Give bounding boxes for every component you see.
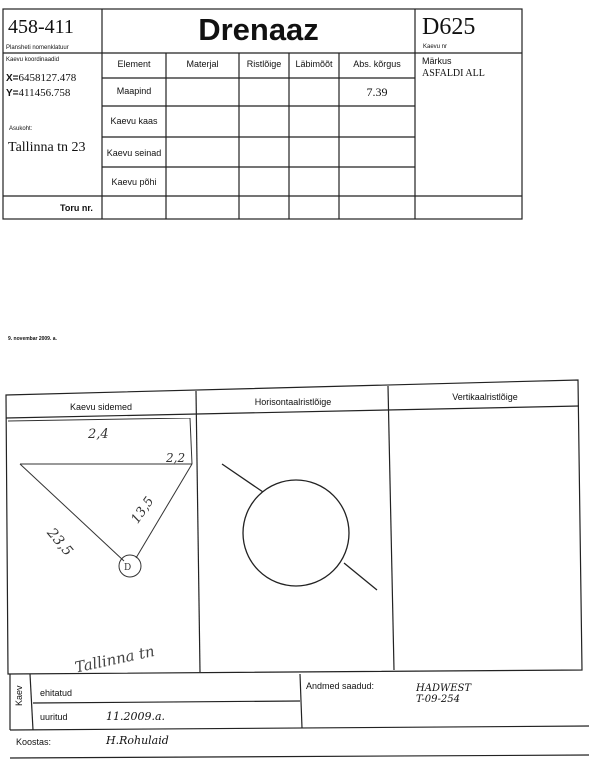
row-element-kaevu-kaas: Kaevu kaas xyxy=(110,116,158,126)
x-coordinate xyxy=(6,72,76,84)
header-ristloige: Ristlõige xyxy=(246,59,282,69)
date-stamp: 9. novembar 2009. a. xyxy=(8,336,57,342)
surveyed-label: uuritud xyxy=(40,712,68,722)
header-element: Element xyxy=(117,59,151,69)
x-value: 6458127.478 xyxy=(18,72,77,84)
well-number-label: Kaevu nr xyxy=(423,44,448,50)
sketch-label-top: 2,4 xyxy=(88,427,109,442)
data-source-1: HADWEST xyxy=(416,683,472,694)
data-source-2: T-09-254 xyxy=(416,694,460,705)
location-value: Tallinna tn 23 xyxy=(8,140,86,155)
y-value: 411456.758 xyxy=(18,87,71,99)
y-label: Y= xyxy=(6,88,19,99)
remarks-label: Märkus xyxy=(422,56,452,66)
sheet-number: 458-411 xyxy=(8,16,74,38)
sketch-label-diagonal-right: 13,5 xyxy=(128,494,158,527)
compiled-label: Koostas: xyxy=(16,737,52,747)
coords-label: Kaevu koordinaadid xyxy=(6,57,60,63)
horizontal-section-drawing xyxy=(200,410,388,680)
header-materjal: Materjal xyxy=(186,59,219,69)
y-coordinate xyxy=(6,87,70,99)
connections-sketch xyxy=(6,418,196,678)
sketch-node-label: D xyxy=(124,563,132,573)
sheet-label: Plansheti nomenklatuur xyxy=(6,45,69,51)
row-element-kaevu-seinad: Kaevu seinad xyxy=(106,148,162,158)
data-received-label: Andmed saadud: xyxy=(306,681,375,691)
header-labimoot: Läbimõõt xyxy=(295,59,333,69)
section-header-horisontaal: Horisontaalristlõige xyxy=(254,397,332,407)
kaev-side-label: Kaev xyxy=(14,685,24,706)
section-header-kaevu-sidemed: Kaevu sidemed xyxy=(69,402,133,412)
pipe-label: Toru nr. xyxy=(60,203,93,213)
header-abs-korgus: Abs. kõrgus xyxy=(353,59,401,69)
built-label: ehitatud xyxy=(40,688,73,698)
sketch-label-diagonal-left: 23,5 xyxy=(43,525,76,560)
remarks-value: ASFALDI ALL xyxy=(422,68,485,79)
x-label: X= xyxy=(6,73,19,84)
well-number: D625 xyxy=(422,14,476,40)
row-element-maapind: Maapind xyxy=(116,86,152,96)
sketch-street-label: Tallinna tn xyxy=(73,642,157,677)
document-title: Drenaaz xyxy=(198,12,319,47)
compiled-by: H.Rohulaid xyxy=(106,734,169,747)
sketch-label-right: 2,2 xyxy=(166,451,186,465)
row-element-kaevu-pohi: Kaevu põhi xyxy=(111,177,157,187)
surveyed-date: 11.2009.a. xyxy=(106,710,166,723)
location-label: Asukoht: xyxy=(9,126,33,132)
section-header-vertikaal: Vertikaalristlõige xyxy=(452,392,518,402)
abs-korgus-maapind: 7.39 xyxy=(366,85,388,99)
